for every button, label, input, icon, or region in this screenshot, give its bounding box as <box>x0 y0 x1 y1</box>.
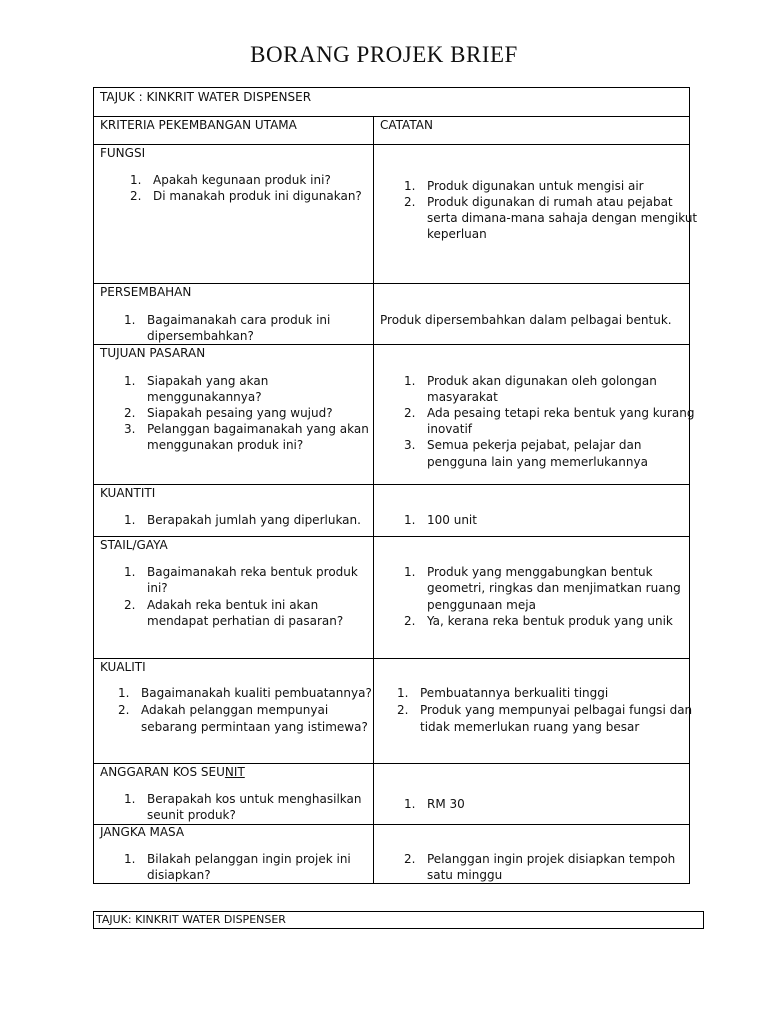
list-number: 1. <box>404 797 416 811</box>
list-number: 1. <box>124 565 136 579</box>
list-number: 2. <box>404 406 416 420</box>
list-number: 2. <box>404 614 416 628</box>
list-number: 1. <box>404 565 416 579</box>
section-heading-persembahan: PERSEMBAHAN <box>100 285 192 299</box>
section-heading-kualiti: KUALITI <box>100 660 146 674</box>
list-number: 1. <box>118 686 130 700</box>
question-text: Siapakah pesaing yang wujud? <box>147 406 333 420</box>
note-text: geometri, ringkas dan menjimatkan ruang <box>427 581 681 595</box>
list-number: 3. <box>124 422 136 436</box>
question-text: Berapakah kos untuk menghasilkan <box>147 792 362 806</box>
question-text: mendapat perhatian di pasaran? <box>147 614 344 628</box>
section-heading-jangka-masa: JANGKA MASA <box>100 825 185 839</box>
section-heading-stail-gaya: STAIL/GAYA <box>100 538 168 552</box>
note-text: Produk digunakan di rumah atau pejabat <box>427 195 673 209</box>
question-text: Di manakah produk ini digunakan? <box>153 189 362 203</box>
note-text: tidak memerlukan ruang yang besar <box>420 720 640 734</box>
note-text: Ada pesaing tetapi reka bentuk yang kurang <box>427 406 695 420</box>
section-heading-fungsi: FUNGSI <box>100 146 146 160</box>
note-text: masyarakat <box>427 390 498 404</box>
question-text: Bagaimanakah reka bentuk produk <box>147 565 358 579</box>
column-header-catatan: CATATAN <box>380 118 433 132</box>
list-number: 1. <box>404 374 416 388</box>
question-text: Apakah kegunaan produk ini? <box>153 173 331 187</box>
row-divider <box>94 658 689 659</box>
row-divider <box>94 536 689 537</box>
question-text: sebarang permintaan yang istimewa? <box>141 720 368 734</box>
note-text: Semua pekerja pejabat, pelajar dan <box>427 438 642 452</box>
list-number: 2. <box>124 598 136 612</box>
section-heading-tujuan-pasaran: TUJUAN PASARAN <box>100 346 206 360</box>
note-text: Produk akan digunakan oleh golongan <box>427 374 657 388</box>
row-divider <box>94 144 689 145</box>
list-number: 2. <box>397 703 409 717</box>
note-text: Produk dipersembahkan dalam pelbagai bentuk. <box>380 313 672 327</box>
note-text: Produk yang menggabungkan bentuk <box>427 565 653 579</box>
list-number: 1. <box>124 852 136 866</box>
list-number: 2. <box>118 703 130 717</box>
note-text: Produk yang mempunyai pelbagai fungsi dan <box>420 703 693 717</box>
row-divider <box>94 484 689 485</box>
note-text: satu minggu <box>427 868 503 882</box>
heading-underlined: NIT <box>224 765 245 779</box>
note-text: 100 unit <box>427 513 477 527</box>
note-text: penggunaan meja <box>427 598 536 612</box>
section-heading-kuantiti: KUANTITI <box>100 486 156 500</box>
list-number: 1. <box>404 513 416 527</box>
list-number: 2. <box>404 852 416 866</box>
question-text: menggunakan produk ini? <box>147 438 304 452</box>
note-text: Pelanggan ingin projek disiapkan tempoh <box>427 852 676 866</box>
question-text: dipersembahkan? <box>147 329 254 343</box>
list-number: 1. <box>124 313 136 327</box>
note-text: Ya, kerana reka bentuk produk yang unik <box>427 614 673 628</box>
footer-tajuk: TAJUK: KINKRIT WATER DISPENSER <box>93 911 704 929</box>
note-text: pengguna lain yang memerlukannya <box>427 455 648 469</box>
list-number: 2. <box>130 189 142 203</box>
heading-plain: ANGGARAN KOS SEU <box>100 765 225 779</box>
question-text: ini? <box>147 581 168 595</box>
question-text: menggunakannya? <box>147 390 262 404</box>
question-text: seunit produk? <box>147 808 236 822</box>
question-text: Pelanggan bagaimanakah yang akan <box>147 422 369 436</box>
question-text: Bagaimanakah kualiti pembuatannya? <box>141 686 372 700</box>
note-text: Produk digunakan untuk mengisi air <box>427 179 644 193</box>
question-text: Bagaimanakah cara produk ini <box>147 313 331 327</box>
note-text: inovatif <box>427 422 472 436</box>
column-divider <box>373 116 374 883</box>
list-number: 1. <box>130 173 142 187</box>
list-number: 3. <box>404 438 416 452</box>
section-heading-anggaran-kos <box>100 764 245 781</box>
list-number: 2. <box>404 195 416 209</box>
note-text: keperluan <box>427 227 487 241</box>
list-number: 1. <box>124 513 136 527</box>
list-number: 2. <box>124 406 136 420</box>
list-number: 1. <box>124 374 136 388</box>
page-title: BORANG PROJEK BRIEF <box>250 42 518 67</box>
brief-table <box>93 87 698 884</box>
list-number: 1. <box>404 179 416 193</box>
question-text: Adakah reka bentuk ini akan <box>147 598 319 612</box>
column-header-kriteria: KRITERIA PEKEMBANGAN UTAMA <box>100 118 297 132</box>
tajuk-label: TAJUK : KINKRIT WATER DISPENSER <box>100 90 312 104</box>
note-text: Pembuatannya berkualiti tinggi <box>420 686 609 700</box>
note-text: RM 30 <box>427 797 465 811</box>
list-number: 1. <box>124 792 136 806</box>
question-text: disiapkan? <box>147 868 211 882</box>
question-text: Bilakah pelanggan ingin projek ini <box>147 852 351 866</box>
question-text: Adakah pelanggan mempunyai <box>141 703 329 717</box>
note-text: serta dimana-mana sahaja dengan mengikut <box>427 211 698 225</box>
question-text: Berapakah jumlah yang diperlukan. <box>147 513 361 527</box>
list-number: 1. <box>397 686 409 700</box>
question-text: Siapakah yang akan <box>147 374 269 388</box>
